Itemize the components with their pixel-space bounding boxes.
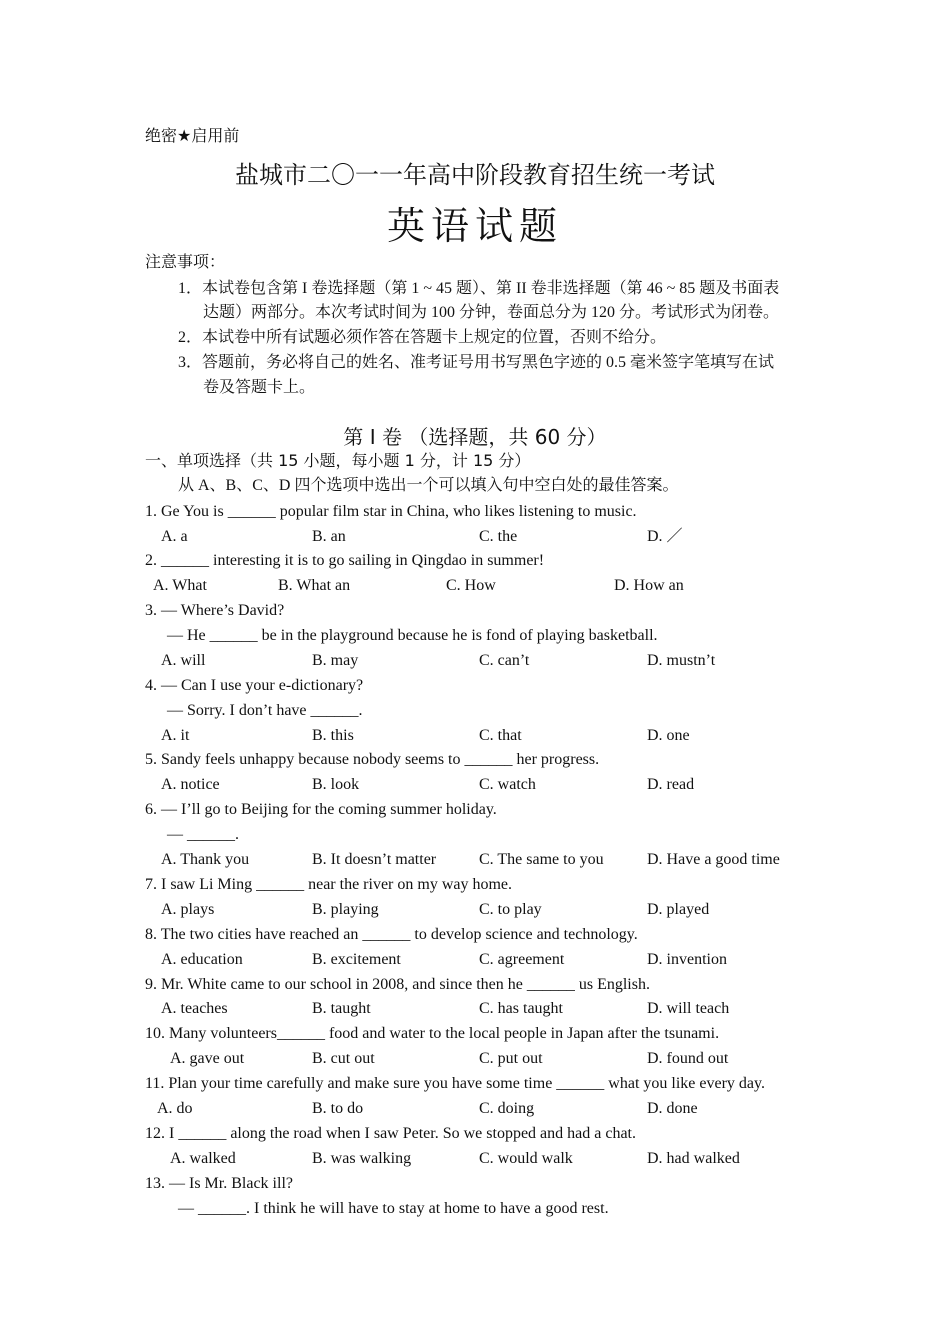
answer-option-c: C. can’t: [479, 652, 530, 669]
answer-option-b: B. an: [312, 528, 346, 545]
answer-option-d: D. one: [647, 727, 690, 744]
question-stem-continued: — He ______ be in the playground because he is fond of playing basketball.: [167, 627, 658, 644]
answer-option-a: A. teaches: [161, 1000, 228, 1017]
question-stem: 5. Sandy feels unhappy because nobody seems to ______ her progress.: [145, 751, 600, 768]
answer-option-c: C. How: [446, 577, 496, 594]
question-stem: 11. Plan your time carefully and make sure you have some time ______ what you like every day.: [145, 1075, 765, 1092]
answer-option-c: C. The same to you: [479, 851, 604, 868]
answer-option-d: D. will teach: [647, 1000, 730, 1017]
answer-option-d: D. found out: [647, 1050, 729, 1067]
answer-option-c: C. would walk: [479, 1150, 573, 1167]
question-stem: 3. — Where’s David?: [145, 602, 285, 619]
answer-option-a: A. do: [157, 1100, 193, 1117]
answer-option-b: B. What an: [278, 577, 351, 594]
answer-option-a: A. it: [161, 727, 190, 744]
question-stem: 6. — I’ll go to Beijing for the coming summer holiday.: [145, 801, 497, 818]
answer-option-c: C. put out: [479, 1050, 543, 1067]
answer-option-d: D. How an: [614, 577, 684, 594]
question-stem: 4. — Can I use your e-dictionary?: [145, 677, 364, 694]
section-heading: 一、单项选择（共 15 小题，每小题 1 分，计 15 分）: [145, 451, 531, 470]
question-stem: 7. I saw Li Ming ______ near the river on my way home.: [145, 876, 513, 893]
answer-option-b: B. excitement: [312, 951, 401, 968]
question-stem: 2. ______ interesting it is to go sailing in Qingdao in summer!: [145, 552, 545, 569]
question-stem: 12. I ______ along the road when I saw Peter. So we stopped and had a chat.: [145, 1125, 636, 1142]
notice-item-1: 1．本试卷包含第 I 卷选择题（第 1 ~ 45 题）、第 II 卷非选择题（第 46 ~ 85 题及书面表: [178, 280, 780, 297]
answer-option-d: D. played: [647, 901, 710, 918]
answer-option-d: D. done: [647, 1100, 698, 1117]
answer-option-b: B. to do: [312, 1100, 364, 1117]
answer-option-a: A. plays: [161, 901, 215, 918]
answer-option-c: C. doing: [479, 1100, 535, 1117]
answer-option-b: B. cut out: [312, 1050, 375, 1067]
answer-option-b: B. It doesn’t matter: [312, 851, 437, 868]
answer-option-a: A. Thank you: [161, 851, 250, 868]
answer-option-a: A. a: [161, 528, 188, 545]
notice-item-1-cont: 达题）两部分。本次考试时间为 100 分钟，卷面总分为 120 分。考试形式为闭卷。: [203, 304, 780, 321]
section-instruction: 从 A、B、C、D 四个选项中选出一个可以填入句中空白处的最佳答案。: [178, 477, 679, 494]
answer-option-d: D. read: [647, 776, 695, 793]
notice-item-3: 3．答题前，务必将自己的姓名、准考证号用书写黑色字迹的 0.5 毫米签字笔填写在试: [178, 354, 775, 371]
question-stem: 9. Mr. White came to our school in 2008, and since then he ______ us English.: [145, 976, 650, 993]
question-stem-continued: — ______.: [167, 826, 239, 843]
answer-option-b: B. look: [312, 776, 360, 793]
question-stem: 1. Ge You is ______ popular film star in China, who likes listening to music.: [145, 503, 637, 520]
answer-option-b: B. was walking: [312, 1150, 412, 1167]
answer-option-b: B. playing: [312, 901, 379, 918]
answer-option-d: D. mustn’t: [647, 652, 716, 669]
notice-item-2: 2．本试卷中所有试题必须作答在答题卡上规定的位置，否则不给分。: [178, 329, 667, 346]
answer-option-d: D. invention: [647, 951, 727, 968]
answer-option-d: D. ／: [647, 528, 683, 545]
confidential-mark: 绝密★启用前: [145, 126, 240, 145]
answer-option-a: A. What: [153, 577, 207, 594]
exam-title: 盐城市二〇一一年高中阶段教育招生统一考试: [235, 161, 715, 189]
answer-option-a: A. gave out: [170, 1050, 245, 1067]
part1-title: 第 Ⅰ 卷 （选择题，共 60 分）: [343, 425, 607, 449]
notice-heading: 注意事项：: [145, 252, 226, 271]
answer-option-c: C. the: [479, 528, 518, 545]
answer-option-c: C. agreement: [479, 951, 565, 968]
answer-option-b: B. this: [312, 727, 354, 744]
answer-option-c: C. has taught: [479, 1000, 563, 1017]
question-stem: 13. — Is Mr. Black ill?: [145, 1175, 293, 1192]
answer-option-d: D. Have a good time: [647, 851, 780, 868]
answer-option-c: C. watch: [479, 776, 536, 793]
answer-option-a: A. walked: [170, 1150, 236, 1167]
answer-option-b: B. may: [312, 652, 359, 669]
answer-option-c: C. that: [479, 727, 522, 744]
answer-option-b: B. taught: [312, 1000, 371, 1017]
answer-option-a: A. will: [161, 652, 206, 669]
answer-option-a: A. notice: [161, 776, 220, 793]
question-stem-continued: — Sorry. I don’t have ______.: [167, 702, 363, 719]
subject-title: 英语试题: [386, 204, 563, 248]
question-stem: 8. The two cities have reached an ______ to develop science and technology.: [145, 926, 638, 943]
question-stem: 10. Many volunteers______ food and water to the local people in Japan after the tsunami.: [145, 1025, 720, 1042]
answer-option-a: A. education: [161, 951, 243, 968]
question-stem-continued: — ______. I think he will have to stay at home to have a good rest.: [178, 1200, 609, 1217]
notice-item-3-cont: 卷及答题卡上。: [203, 379, 316, 396]
answer-option-d: D. had walked: [647, 1150, 740, 1167]
answer-option-c: C. to play: [479, 901, 542, 918]
